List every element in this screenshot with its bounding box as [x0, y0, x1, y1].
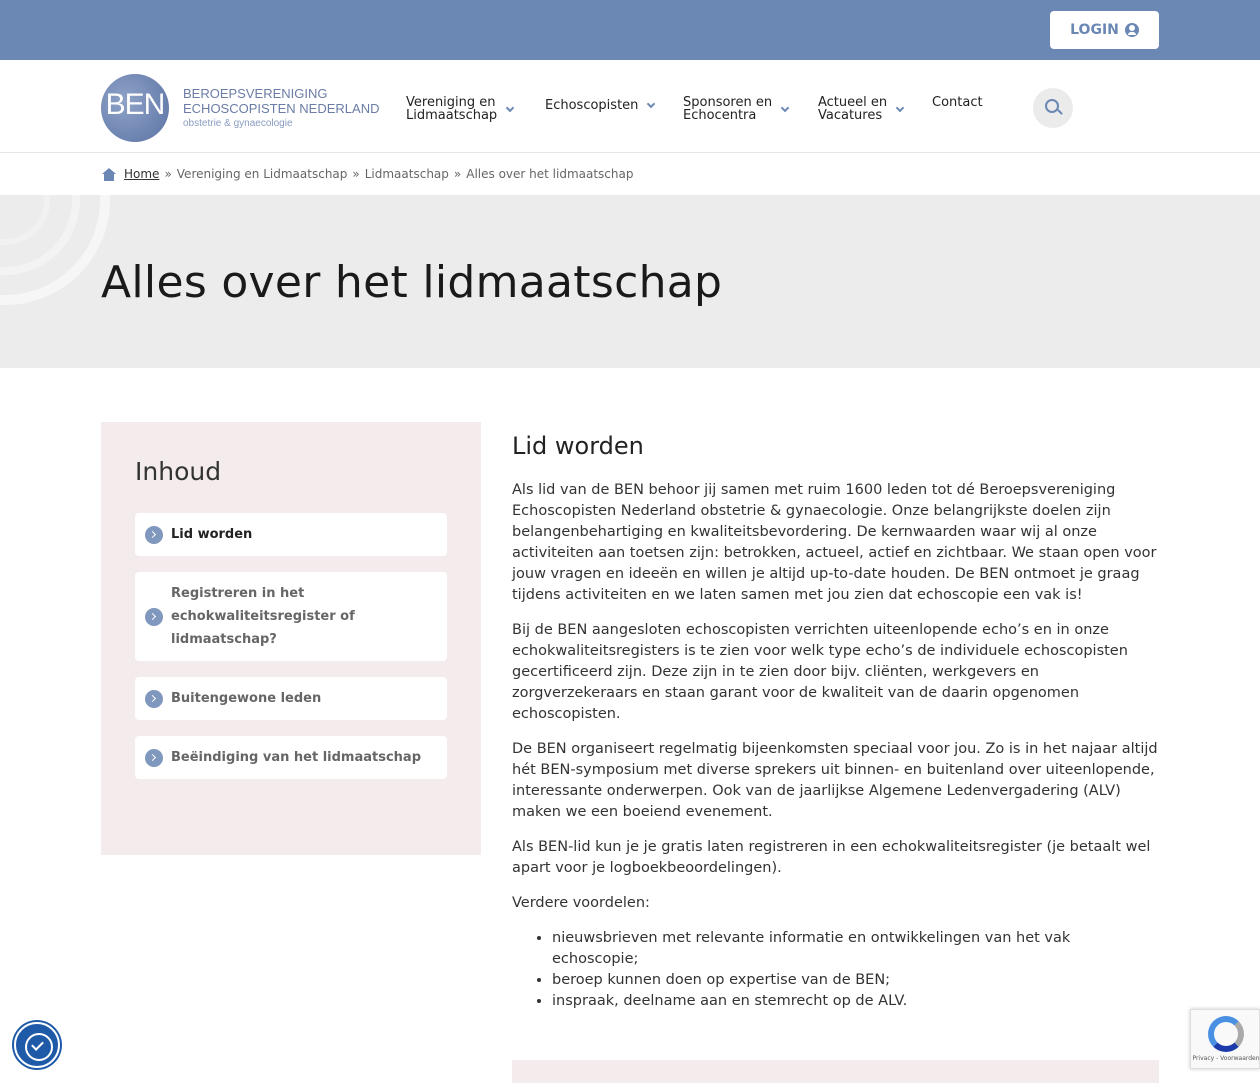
site-header: [0, 60, 1260, 153]
nav-item-echoscopisten[interactable]: [545, 99, 654, 112]
nav-label: Contact: [932, 95, 983, 110]
toc-item-buitengewone-leden[interactable]: [135, 677, 447, 720]
nav-item-sponsoren[interactable]: [683, 96, 788, 122]
logo-line-1: BEROEPSVERENIGING: [183, 85, 328, 101]
benefits-list: [552, 928, 1160, 1012]
breadcrumb: [101, 167, 633, 181]
toc-item-beeindiging[interactable]: [135, 736, 447, 779]
chevron-down-icon: [781, 103, 789, 111]
recaptcha-icon: [1208, 1016, 1244, 1052]
nav-item-vereniging[interactable]: [406, 96, 513, 122]
page-title: Alles over het lidmaatschap: [101, 257, 723, 308]
paragraph: Bij de BEN aangesloten echoscopisten verrichten uiteenlopende echo’s en in onze echokwaliteitsregisters is te zien voor welk type echo’s de individuele echoscopisten gecertificeerd zijn. Deze zijn in te zien door bijv. cliënten, werkgevers en zorgverzekeraars en staan garant voor de kwaliteit van de daarin opgenomen echoscopisten.: [512, 622, 1128, 722]
paragraph: De BEN organiseert regelmatig bijeenkomsten speciaal voor jou. Zo is in het najaar altijd hét BEN-symposium met diverse sprekers uit binnen- en buitenland over uiteenlopende, interessante onderwerpen. Ook van de jaarlijkse Algemene Ledenvergadering (ALV) maken we een boeiend evenement.: [512, 741, 1158, 820]
breadcrumb-separator: »: [352, 167, 360, 181]
nav-label: Echoscopisten: [545, 98, 639, 113]
top-bar: [0, 0, 1260, 60]
logo-line-3: obstetrie & gynaecologie: [183, 117, 293, 129]
breadcrumb-item[interactable]: Lidmaatschap: [364, 167, 449, 181]
toc-item-label: Registreren in het echokwaliteitsregister of lidmaatschap?: [171, 586, 355, 647]
toc-item-label: Buitengewone leden: [171, 691, 322, 706]
nav-label: Lidmaatschap: [406, 108, 498, 123]
nav-label: Vacatures: [818, 108, 883, 123]
login-button[interactable]: [1050, 11, 1159, 49]
nav-item-actueel[interactable]: [818, 96, 903, 122]
logo-mark: [101, 74, 169, 142]
paragraph: Als BEN-lid kun je je gratis laten registreren in een echokwaliteitsregister (je betaalt wel apart voor je logboekbeoordelingen).: [512, 839, 1151, 876]
list-item: • nieuwsbrieven met relevante informatie en ontwikkelingen van het vak echoscopie;: [552, 928, 1160, 970]
list-item: • inspraak, deelname aan en stemrecht op de ALV.: [552, 991, 1160, 1012]
login-label: LOGIN: [1070, 22, 1119, 38]
home-icon[interactable]: [101, 168, 117, 181]
chevron-right-icon: [145, 608, 163, 626]
nav-label: Echocentra: [683, 108, 757, 123]
toc-item-lid-worden[interactable]: [135, 513, 447, 556]
logo-mark-text: BEN: [105, 88, 165, 121]
accessibility-button[interactable]: [14, 1022, 60, 1068]
chevron-right-icon: [145, 690, 163, 708]
nav-label: Sponsoren en: [683, 95, 773, 110]
toc-item-registreren[interactable]: [135, 572, 447, 661]
paragraph: Verdere voordelen:: [512, 895, 650, 911]
recaptcha-text[interactable]: Privacy - Voorwaarden: [1192, 1055, 1260, 1062]
breadcrumb-separator: »: [164, 167, 172, 181]
toc-item-label: Lid worden: [171, 527, 253, 542]
nav-label: Vereniging en: [406, 95, 496, 110]
main-content: [512, 432, 1160, 1012]
toc-item-label: Beëindiging van het lidmaatschap: [171, 750, 422, 765]
next-section-box: [512, 1060, 1159, 1083]
toc-title: Inhoud: [135, 457, 222, 486]
nav-item-contact[interactable]: [932, 96, 983, 109]
user-circle-icon: [1125, 23, 1139, 37]
table-of-contents: [101, 422, 481, 855]
breadcrumb-separator: »: [453, 167, 462, 181]
recaptcha-badge[interactable]: [1190, 1009, 1260, 1069]
logo-line-2: ECHOSCOPISTEN NEDERLAND: [183, 100, 380, 116]
paragraph: Als lid van de BEN behoor jij samen met ruim 1600 leden tot dé Beroepsvereniging Echoscopisten Nederland obstetrie & gynaecologie. Onze belangrijkste doelen zijn belangenbehartiging en kwaliteitsbevordering. De kernwaarden waar wij al onze activiteiten aan toetsen zijn: betrokken, actueel, actief en zichtbaar. We staan open voor jouw vragen en ideeën en willen je altijd up-to-date houden. De BEN ontmoet je graag tijdens activiteiten en we laten samen met jou zien dat echoscopie een vak is!: [512, 482, 1157, 603]
list-item: • beroep kunnen doen op expertise van de BEN;: [552, 970, 1160, 991]
nav-label: Actueel en: [818, 95, 888, 110]
chevron-right-icon: [145, 526, 163, 544]
site-logo[interactable]: [101, 74, 379, 142]
section-heading: Lid worden: [512, 432, 644, 460]
breadcrumb-item[interactable]: Vereniging en Lidmaatschap: [176, 167, 348, 181]
breadcrumb-current: Alles over het lidmaatschap: [466, 167, 634, 181]
logo-text: [183, 86, 379, 131]
search-button[interactable]: [1033, 88, 1073, 128]
breadcrumb-home[interactable]: Home: [124, 167, 160, 181]
chevron-down-icon: [647, 100, 655, 108]
chevron-down-icon: [506, 103, 514, 111]
page-hero: [0, 195, 1260, 368]
chevron-right-icon: [145, 749, 163, 767]
chevron-down-icon: [896, 103, 904, 111]
